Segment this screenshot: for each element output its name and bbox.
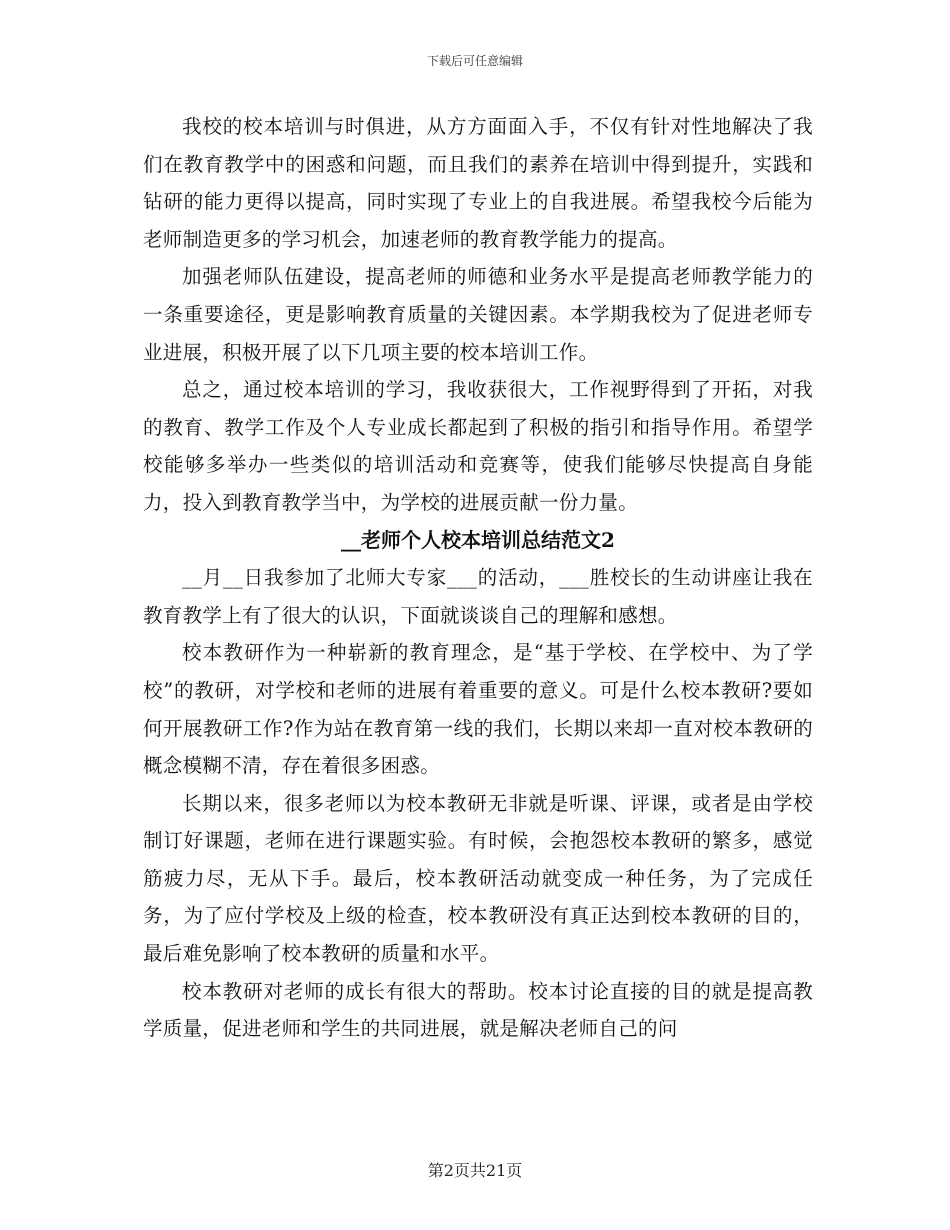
paragraph: 总之，通过校本培训的学习，我收获很大，工作视野得到了开拓，对我的教育、教学工作及个人专业成长都起到了积极的指引和指导作用。希望学校能够多举办一些类似的培训活动和竞赛等，使我们能够尽快提高自身能力，投入到教育教学当中，为学校的进展贡献一份力量。 <box>143 378 813 514</box>
section-heading: __老师个人校本培训总结范文2 <box>341 527 615 552</box>
paragraph: 长期以来，很多老师以为校本教研无非就是听课、评课，或者是由学校制订好课题，老师在进行课题实验。有时候，会抱怨校本教研的繁多，感觉筋疲力尽，无从下手。最后，校本教研活动就变成一种任务，为了完成任务，为了应付学校及上级的检查，校本教研没有真正达到校本教研的目的，最后难免影响了校本教研的质量和水平。 <box>143 791 813 966</box>
paragraph: __月__日我参加了北师大专家___的活动，___胜校长的生动讲座让我在教育教学上有了很大的认识，下面就谈谈自己的理解和感想。 <box>143 566 813 627</box>
page-footer: 第2页共21页 <box>427 1161 523 1180</box>
paragraph: 我校的校本培训与时俱进，从方方面面入手，不仅有针对性地解决了我们在教育教学中的困惑和问题，而且我们的素养在培训中得到提升，实践和钻研的能力更得以提高，同时实现了专业上的自我进展。希望我校今后能为老师制造更多的学习机会，加速老师的教育教学能力的提高。 <box>143 115 813 251</box>
page-header: 下载后可任意编辑 <box>426 54 523 68</box>
paragraph: 加强老师队伍建设，提高老师的师德和业务水平是提高老师教学能力的一条重要途径，更是影响教育质量的关键因素。本学期我校为了促进老师专业进展，积极开展了以下几项主要的校本培训工作。 <box>143 265 813 364</box>
paragraph: 校本教研作为一种崭新的教育理念，是“基于学校、在学校中、为了学校”的教研，对学校和老师的进展有着重要的意义。可是什么校本教研?要如何开展教研工作?作为站在教育第一线的我们，长期以来却一直对校本教研的概念模糊不清，存在着很多困惑。 <box>143 641 813 778</box>
paragraph: 校本教研对老师的成长有很大的帮助。校本讨论直接的目的就是提高教学质量，促进老师和学生的共同进展，就是解决老师自己的问 <box>143 979 813 1041</box>
document-body <box>143 108 813 1048</box>
